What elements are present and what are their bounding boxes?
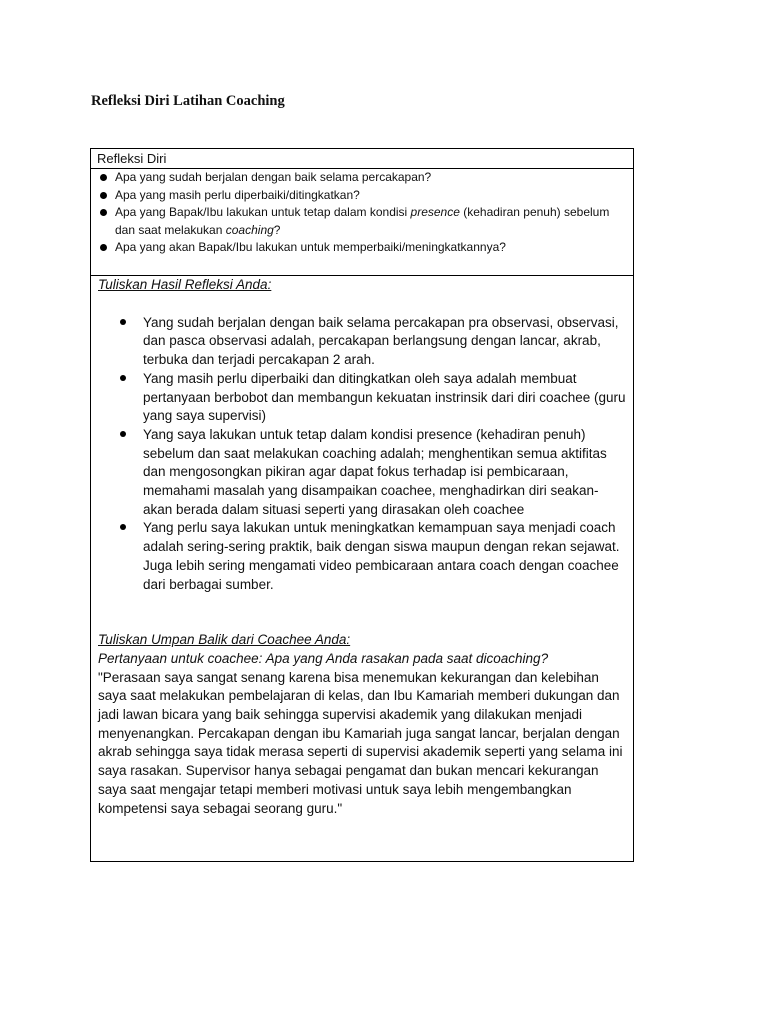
feedback-question: Pertanyaan untuk coachee: Apa yang Anda rasakan pada saat dicoaching? — [98, 650, 549, 666]
bullet-icon — [120, 319, 126, 325]
reflection-heading: Tuliskan Hasil Refleksi Anda: — [98, 277, 272, 292]
document-title: Refleksi Diri Latihan Coaching — [91, 93, 285, 109]
reflection-text: Yang masih perlu diperbaiki dan ditingkatkan oleh saya adalah membuat pertanyaan berbobot dan membangun kekuatan instrinsik dari diri coachee (guru yang saya supervisi) — [143, 370, 626, 424]
question-item — [97, 187, 627, 205]
questions-cell — [90, 168, 634, 276]
answer-cell — [90, 275, 634, 862]
question-item — [97, 239, 627, 257]
bullet-icon — [100, 209, 107, 216]
reflection-item — [98, 426, 627, 520]
question-text-part: Apa yang Bapak/Ibu lakukan untuk tetap dalam kondisi — [115, 205, 411, 219]
question-text-part: ? — [273, 222, 281, 237]
question-emphasis: presence — [410, 205, 460, 219]
question-emphasis: coaching — [225, 222, 274, 237]
feedback-heading: Tuliskan Umpan Balik dari Coachee Anda: — [98, 632, 351, 648]
reflection-item — [98, 314, 627, 370]
question-text: Apa yang sudah berjalan dengan baik selama percakapan? — [115, 170, 432, 184]
bullet-icon — [120, 524, 126, 530]
reflection-item — [98, 370, 627, 426]
table-header-label: Refleksi Diri — [97, 151, 167, 166]
question-text: Apa yang akan Bapak/Ibu lakukan untuk memperbaiki/meningkatkannya? — [115, 240, 506, 254]
feedback-answer: "Perasaan saya sangat senang karena bisa menemukan kekurangan dan kelebihan saya saat melakukan pembelajaran di kelas, dan Ibu Kamariah memberi dukungan dan jadi lawan bicara yang baik sehingga supervisi akademik yang dilakukan menjadi menyenangkan. Percakapan dengan ibu Kamariah juga sangat lancar, berjalan dengan akrab sehingga saya tidak merasa seperti di supervisi akademik seperti yang selama ini saya rasakan. Supervisor hanya sebagai pengamat dan bukan mencari kekurangan saya saat mengajar tetapi memberi motivasi untuk saya lebih mengembangkan kompetensi saya sebagai seorang guru." — [98, 669, 623, 816]
question-item — [97, 169, 627, 187]
question-text-part: (kehadiran penuh) sebelum dan saat melakukan — [115, 205, 610, 237]
bullet-icon — [100, 174, 107, 181]
bullet-icon — [100, 192, 107, 199]
question-text: Apa yang masih perlu diperbaiki/ditingkatkan? — [115, 187, 360, 202]
bullet-icon — [100, 244, 107, 251]
reflection-text: Yang perlu saya lakukan untuk meningkatkan kemampuan saya menjadi coach adalah sering-sering praktik, baik dengan siswa maupun dengan rekan sejawat. Juga lebih sering mengamati video pembicaraan antara coach dengan coachee dari berbagai sumber. — [143, 520, 620, 592]
reflection-text: Yang saya lakukan untuk tetap dalam kondisi presence (kehadiran penuh) sebelum dan saat melakukan coaching adalah; menghentikan semua aktifitas dan mengosongkan pikiran agar dapat fokus terhadap isi pembicaraan, memahami masalah yang disampaikan coachee, menghadirkan diri seakan-akan berada dalam situasi seperti yang dirasakan oleh coachee — [143, 426, 607, 517]
question-list — [97, 169, 627, 257]
reflection-text: Yang sudah berjalan dengan baik selama percakapan pra observasi, observasi, dan pasca observasi adalah, percakapan berlangsung dengan lancar, akrab, terbuka dan terjadi percakapan 2 arah. — [143, 314, 619, 368]
bullet-icon — [120, 375, 126, 381]
reflection-list — [98, 314, 627, 595]
reflection-item — [98, 519, 627, 594]
question-item — [97, 204, 627, 239]
bullet-icon — [120, 431, 126, 437]
table-header-cell — [90, 148, 634, 169]
